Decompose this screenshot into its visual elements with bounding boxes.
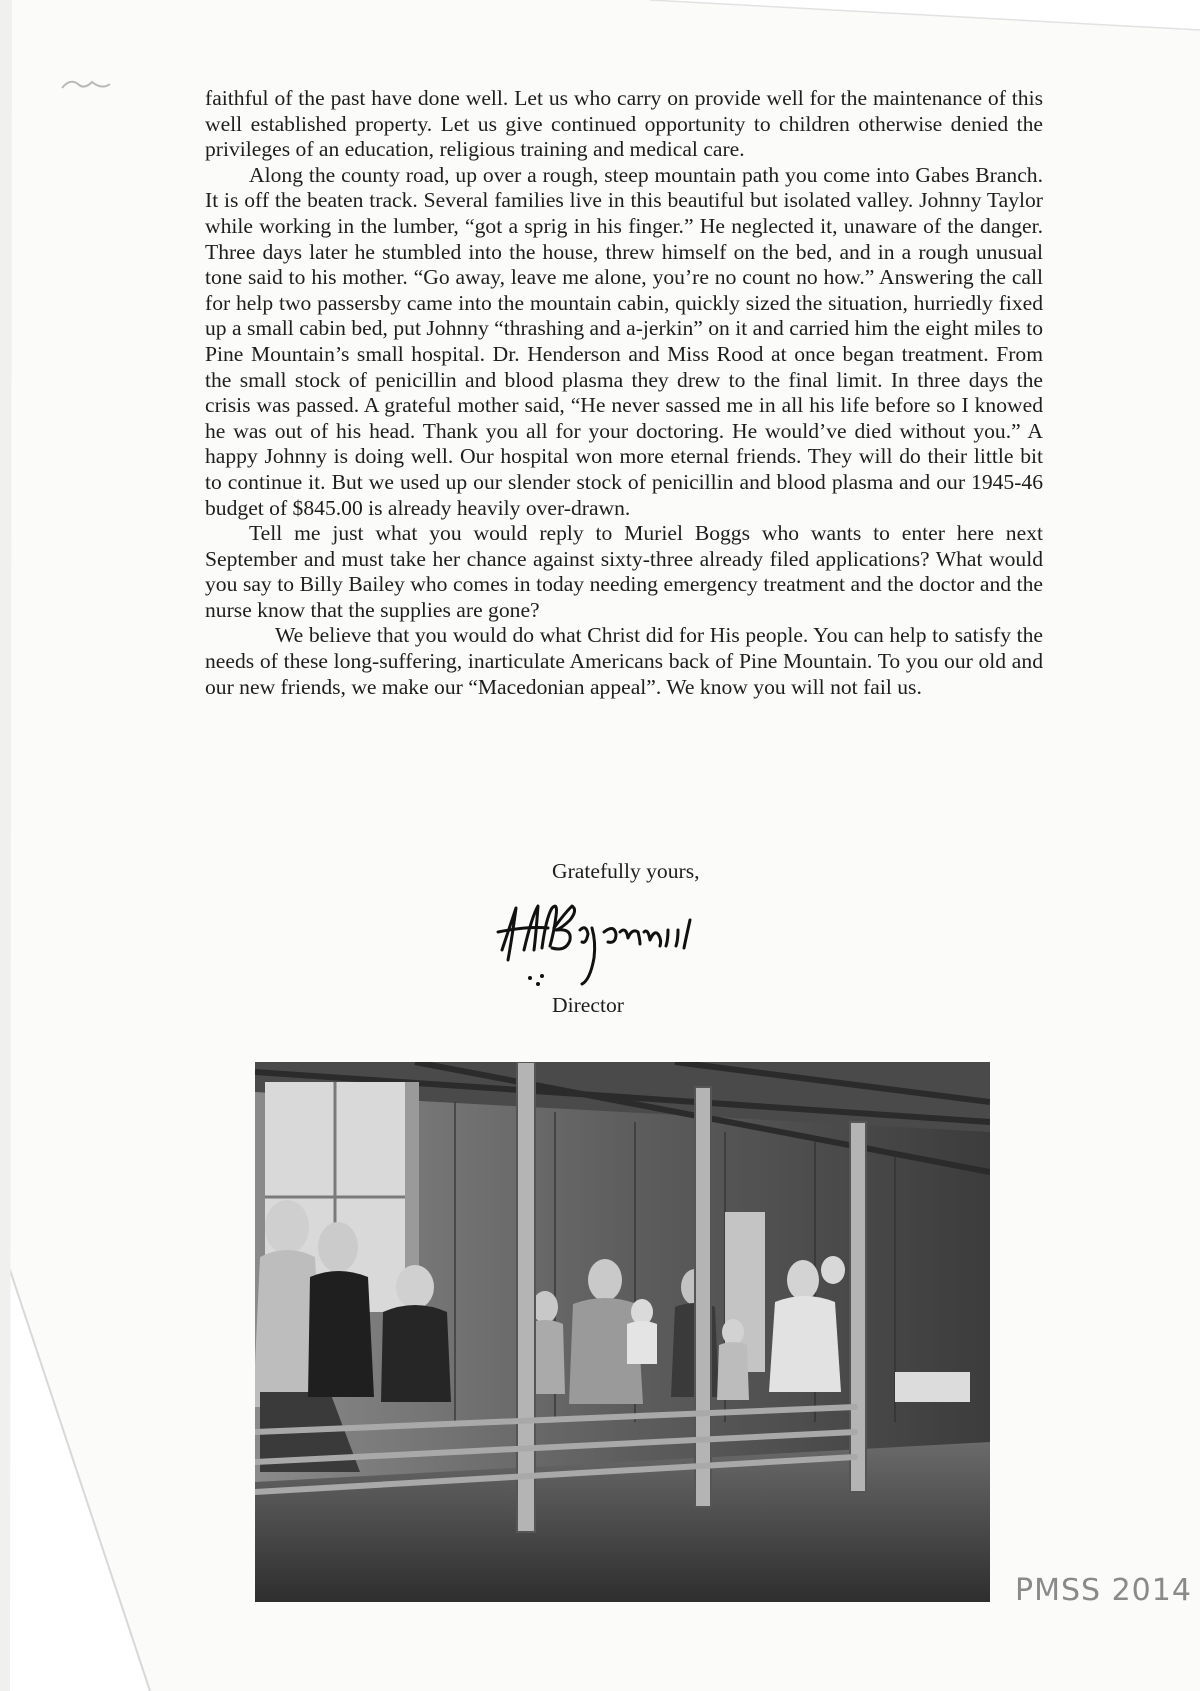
letter-body (205, 86, 1043, 700)
handwritten-signature (494, 888, 734, 988)
paragraph-muriel-boggs: Tell me just what you would reply to Muriel Boggs who wants to enter here next September and must take her chance against sixty-three already filed applications? What would you say to Billy Bailey who comes in today needing emergency treatment and the doctor and the nurse know that the supplies are gone? (205, 521, 1043, 622)
archive-watermark: PMSS 2014 (1015, 1573, 1192, 1608)
paragraph-appeal: We believe that you would do what Christ did for His people. You can help to satisfy the needs of these long-suffering, inarticulate Americans back of Pine Mountain. To you our old and our new friends, we make our “Macedonian appeal”. We know you will not fail us. (205, 623, 1043, 699)
closing-line: Gratefully yours, (552, 859, 700, 883)
family-porch-photograph (255, 1062, 990, 1602)
paragraph-johnny-taylor: Along the county road, up over a rough, steep mountain path you come into Gabes Branch. It is off the beaten track. Several families live in this beautiful but isolated valley. Johnny Taylor while working in the lumber, “got a sprig in his finger.” He neglected it, unaware of the danger. Three days later he stumbled into the house, threw himself on the bed, and in a rough unusual tone said to his mother. “Go away, leave me alone, you’re no count no how.” Answering the call for help two passersby came into the mountain cabin, quickly sized the situation, hurriedly fixed up a small cabin bed, put Johnny “thrashing and a-jerkin” on it and carried him the eight miles to Pine Mountain’s small hospital. Dr. Henderson and Miss Rood at once began treatment. From the small stock of penicillin and blood plasma they drew to the final limit. In three days the crisis was passed. A grateful mother said, “He never sassed me in all his life before so I knowed he was out of his head. Thank you all for your doctoring. He would’ve died without you.” A happy Johnny is doing well. Our hospital won more eternal friends. They will do their little bit to continue it. But we used up our slender stock of penicillin and blood plasma and our 1945-46 budget of $845.00 is already heavily over-drawn. (205, 162, 1043, 520)
signer-title: Director (552, 993, 624, 1017)
paragraph-1: faithful of the past have done well. Let us who carry on provide well for the maintenance of this well established property. Let us give continued opportunity to children otherwise denied the privileges of an education, religious training and medical care. (205, 86, 1043, 162)
